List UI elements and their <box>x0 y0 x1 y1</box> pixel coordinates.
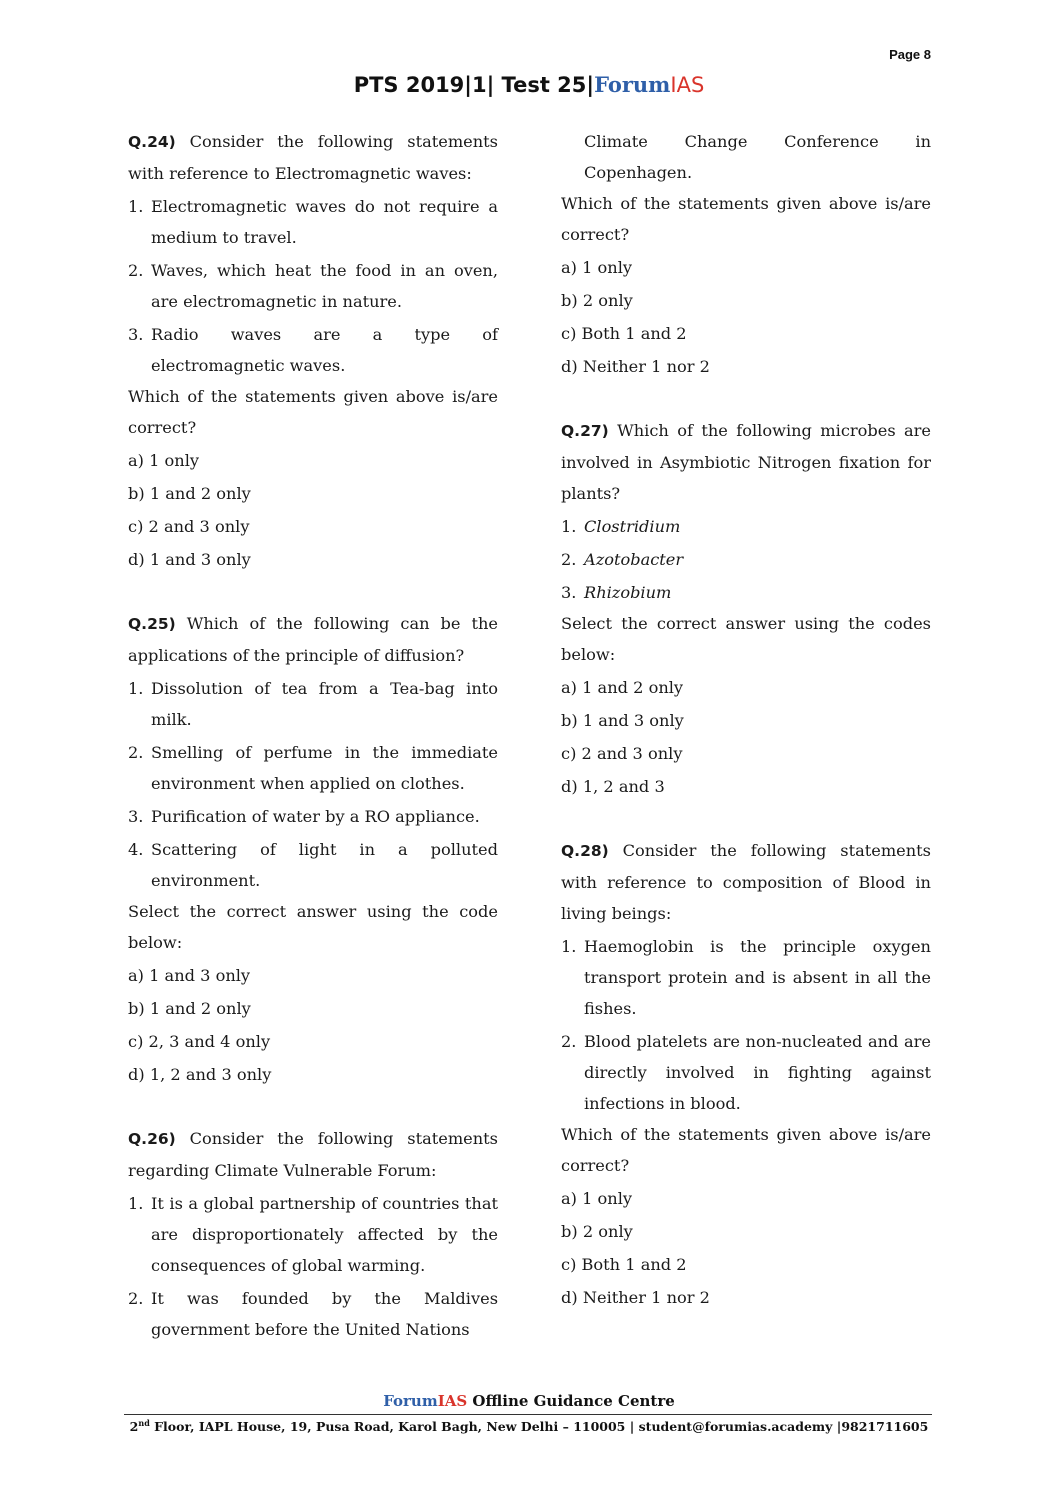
statement-item <box>128 801 498 832</box>
statement-item <box>128 319 498 381</box>
question-25 <box>128 608 498 1090</box>
stem-text: Consider the following statements with reference to composition of Blood in living beings: <box>561 841 931 923</box>
footer-floor-suffix: nd <box>138 1418 150 1428</box>
footer-address <box>0 1418 1058 1434</box>
question-prompt: Select the correct answer using the code below: <box>128 902 498 952</box>
statement-item <box>561 1026 931 1119</box>
footer-brand-ias: IAS <box>437 1392 468 1410</box>
statement-item <box>561 544 931 575</box>
statement-number: 3. <box>128 807 144 826</box>
question-prompt: Select the correct answer using the codes below: <box>561 614 931 664</box>
title-main: PTS 2019|1| Test 25| <box>353 73 595 97</box>
statement-item <box>128 1188 498 1281</box>
statement-number: 1. <box>128 1194 144 1213</box>
footer-centre-label: Offline Guidance Centre <box>467 1392 675 1410</box>
footer-brand-forum: Forum <box>383 1392 438 1410</box>
question-27 <box>561 415 931 802</box>
question-26 <box>128 1123 498 1345</box>
answer-option: b) 2 only <box>561 291 633 310</box>
answer-option: a) 1 and 3 only <box>128 966 251 985</box>
left-column <box>128 126 498 1345</box>
statement-item <box>561 577 931 608</box>
statement-item <box>128 255 498 317</box>
statement-item <box>128 1283 498 1345</box>
question-prompt: Which of the statements given above is/are correct? <box>128 387 498 437</box>
answer-option: c) 2, 3 and 4 only <box>128 1032 271 1051</box>
statement-number: 1. <box>561 937 577 956</box>
answer-option: d) 1, 2 and 3 <box>561 777 665 796</box>
statement-text: Purification of water by a RO appliance. <box>151 807 480 826</box>
question-number: Q.26) <box>128 1130 176 1148</box>
footer-centre-name <box>0 1392 1058 1410</box>
statement-text: Scattering of light in a polluted environment. <box>151 840 498 890</box>
stem-text: Consider the following statements with reference to Electromagnetic waves: <box>128 132 498 183</box>
question-prompt: Which of the statements given above is/are correct? <box>561 1125 931 1175</box>
statement-number: 1. <box>128 197 144 216</box>
question-26-continued <box>561 126 931 382</box>
answer-option: c) Both 1 and 2 <box>561 324 687 343</box>
statement-item <box>128 191 498 253</box>
answer-option: d) 1 and 3 only <box>128 550 251 569</box>
question-stem <box>128 608 498 671</box>
question-stem <box>561 415 931 509</box>
answer-option: b) 2 only <box>561 1222 633 1241</box>
stem-text: Which of the following can be the applications of the principle of diffusion? <box>128 614 498 665</box>
statement-number: 2. <box>128 1289 144 1308</box>
statement-text: Haemoglobin is the principle oxygen transport protein and is absent in all the fishes. <box>584 937 931 1018</box>
statement-number: 1. <box>128 679 144 698</box>
statement-number: 2. <box>128 261 144 280</box>
answer-option: b) 1 and 3 only <box>561 711 684 730</box>
statement-item <box>561 931 931 1024</box>
stem-text: Which of the following microbes are involved in Asymbiotic Nitrogen fixation for plants? <box>561 421 931 503</box>
statement-text: Rhizobium <box>584 583 672 602</box>
statement-number: 2. <box>561 550 577 569</box>
statement-item <box>561 511 931 542</box>
answer-option: b) 1 and 2 only <box>128 999 251 1018</box>
footer-address-text: Floor, IAPL House, 19, Pusa Road, Karol Bagh, New Delhi – 110005 | student@forumias.academy |9821711605 <box>149 1419 929 1435</box>
answer-option: c) Both 1 and 2 <box>561 1255 687 1274</box>
page-number: Page 8 <box>889 47 931 62</box>
page-title <box>0 72 1058 97</box>
answer-option: a) 1 only <box>561 1189 633 1208</box>
answer-option: d) Neither 1 nor 2 <box>561 357 710 376</box>
question-24 <box>128 126 498 575</box>
question-stem <box>561 835 931 929</box>
statement-text: Blood platelets are non-nucleated and are directly involved in fighting against infections in blood. <box>584 1032 931 1113</box>
question-number: Q.24) <box>128 133 176 151</box>
statement-text: Clostridium <box>584 517 681 536</box>
answer-option: a) 1 only <box>561 258 633 277</box>
statement-text: Waves, which heat the food in an oven, are electromagnetic in nature. <box>151 261 498 311</box>
question-number: Q.25) <box>128 615 176 633</box>
statement-item <box>128 737 498 799</box>
statement-number: 2. <box>128 743 144 762</box>
statement-item <box>128 834 498 896</box>
footer-floor-number: 2 <box>129 1419 139 1435</box>
statement-number: 4. <box>128 840 144 859</box>
question-number: Q.27) <box>561 422 609 440</box>
answer-option: c) 2 and 3 only <box>561 744 683 763</box>
answer-option: c) 2 and 3 only <box>128 517 250 536</box>
answer-option: a) 1 only <box>128 451 200 470</box>
statement-number: 2. <box>561 1032 577 1051</box>
answer-option: d) Neither 1 nor 2 <box>561 1288 710 1307</box>
statement-text: Radio waves are a type of electromagnetic waves. <box>151 325 498 375</box>
stem-text: Consider the following statements regarding Climate Vulnerable Forum: <box>128 1129 498 1180</box>
statement-text: Electromagnetic waves do not require a medium to travel. <box>151 197 498 247</box>
statement-text: Smelling of perfume in the immediate environment when applied on clothes. <box>151 743 498 793</box>
answer-option: a) 1 and 2 only <box>561 678 684 697</box>
question-28 <box>561 835 931 1313</box>
statement-continuation: Climate Change Conference in Copenhagen. <box>584 132 931 182</box>
statement-text: Dissolution of tea from a Tea-bag into milk. <box>151 679 498 729</box>
statement-text: It was founded by the Maldives government before the United Nations <box>151 1289 498 1339</box>
right-column <box>561 126 931 1313</box>
statement-text: It is a global partnership of countries that are disproportionately affected by the consequences of global warming. <box>151 1194 498 1275</box>
footer-divider <box>124 1414 932 1415</box>
answer-option: d) 1, 2 and 3 only <box>128 1065 272 1084</box>
answer-option: b) 1 and 2 only <box>128 484 251 503</box>
statement-number: 1. <box>561 517 577 536</box>
statement-number: 3. <box>128 325 144 344</box>
statement-item <box>128 673 498 735</box>
question-stem <box>128 1123 498 1186</box>
question-prompt: Which of the statements given above is/are correct? <box>561 194 931 244</box>
title-brand-forum: Forum <box>594 72 671 97</box>
question-number: Q.28) <box>561 842 609 860</box>
statement-text: Azotobacter <box>584 550 684 569</box>
statement-number: 3. <box>561 583 577 602</box>
title-brand-ias: IAS <box>670 73 705 97</box>
question-stem <box>128 126 498 189</box>
